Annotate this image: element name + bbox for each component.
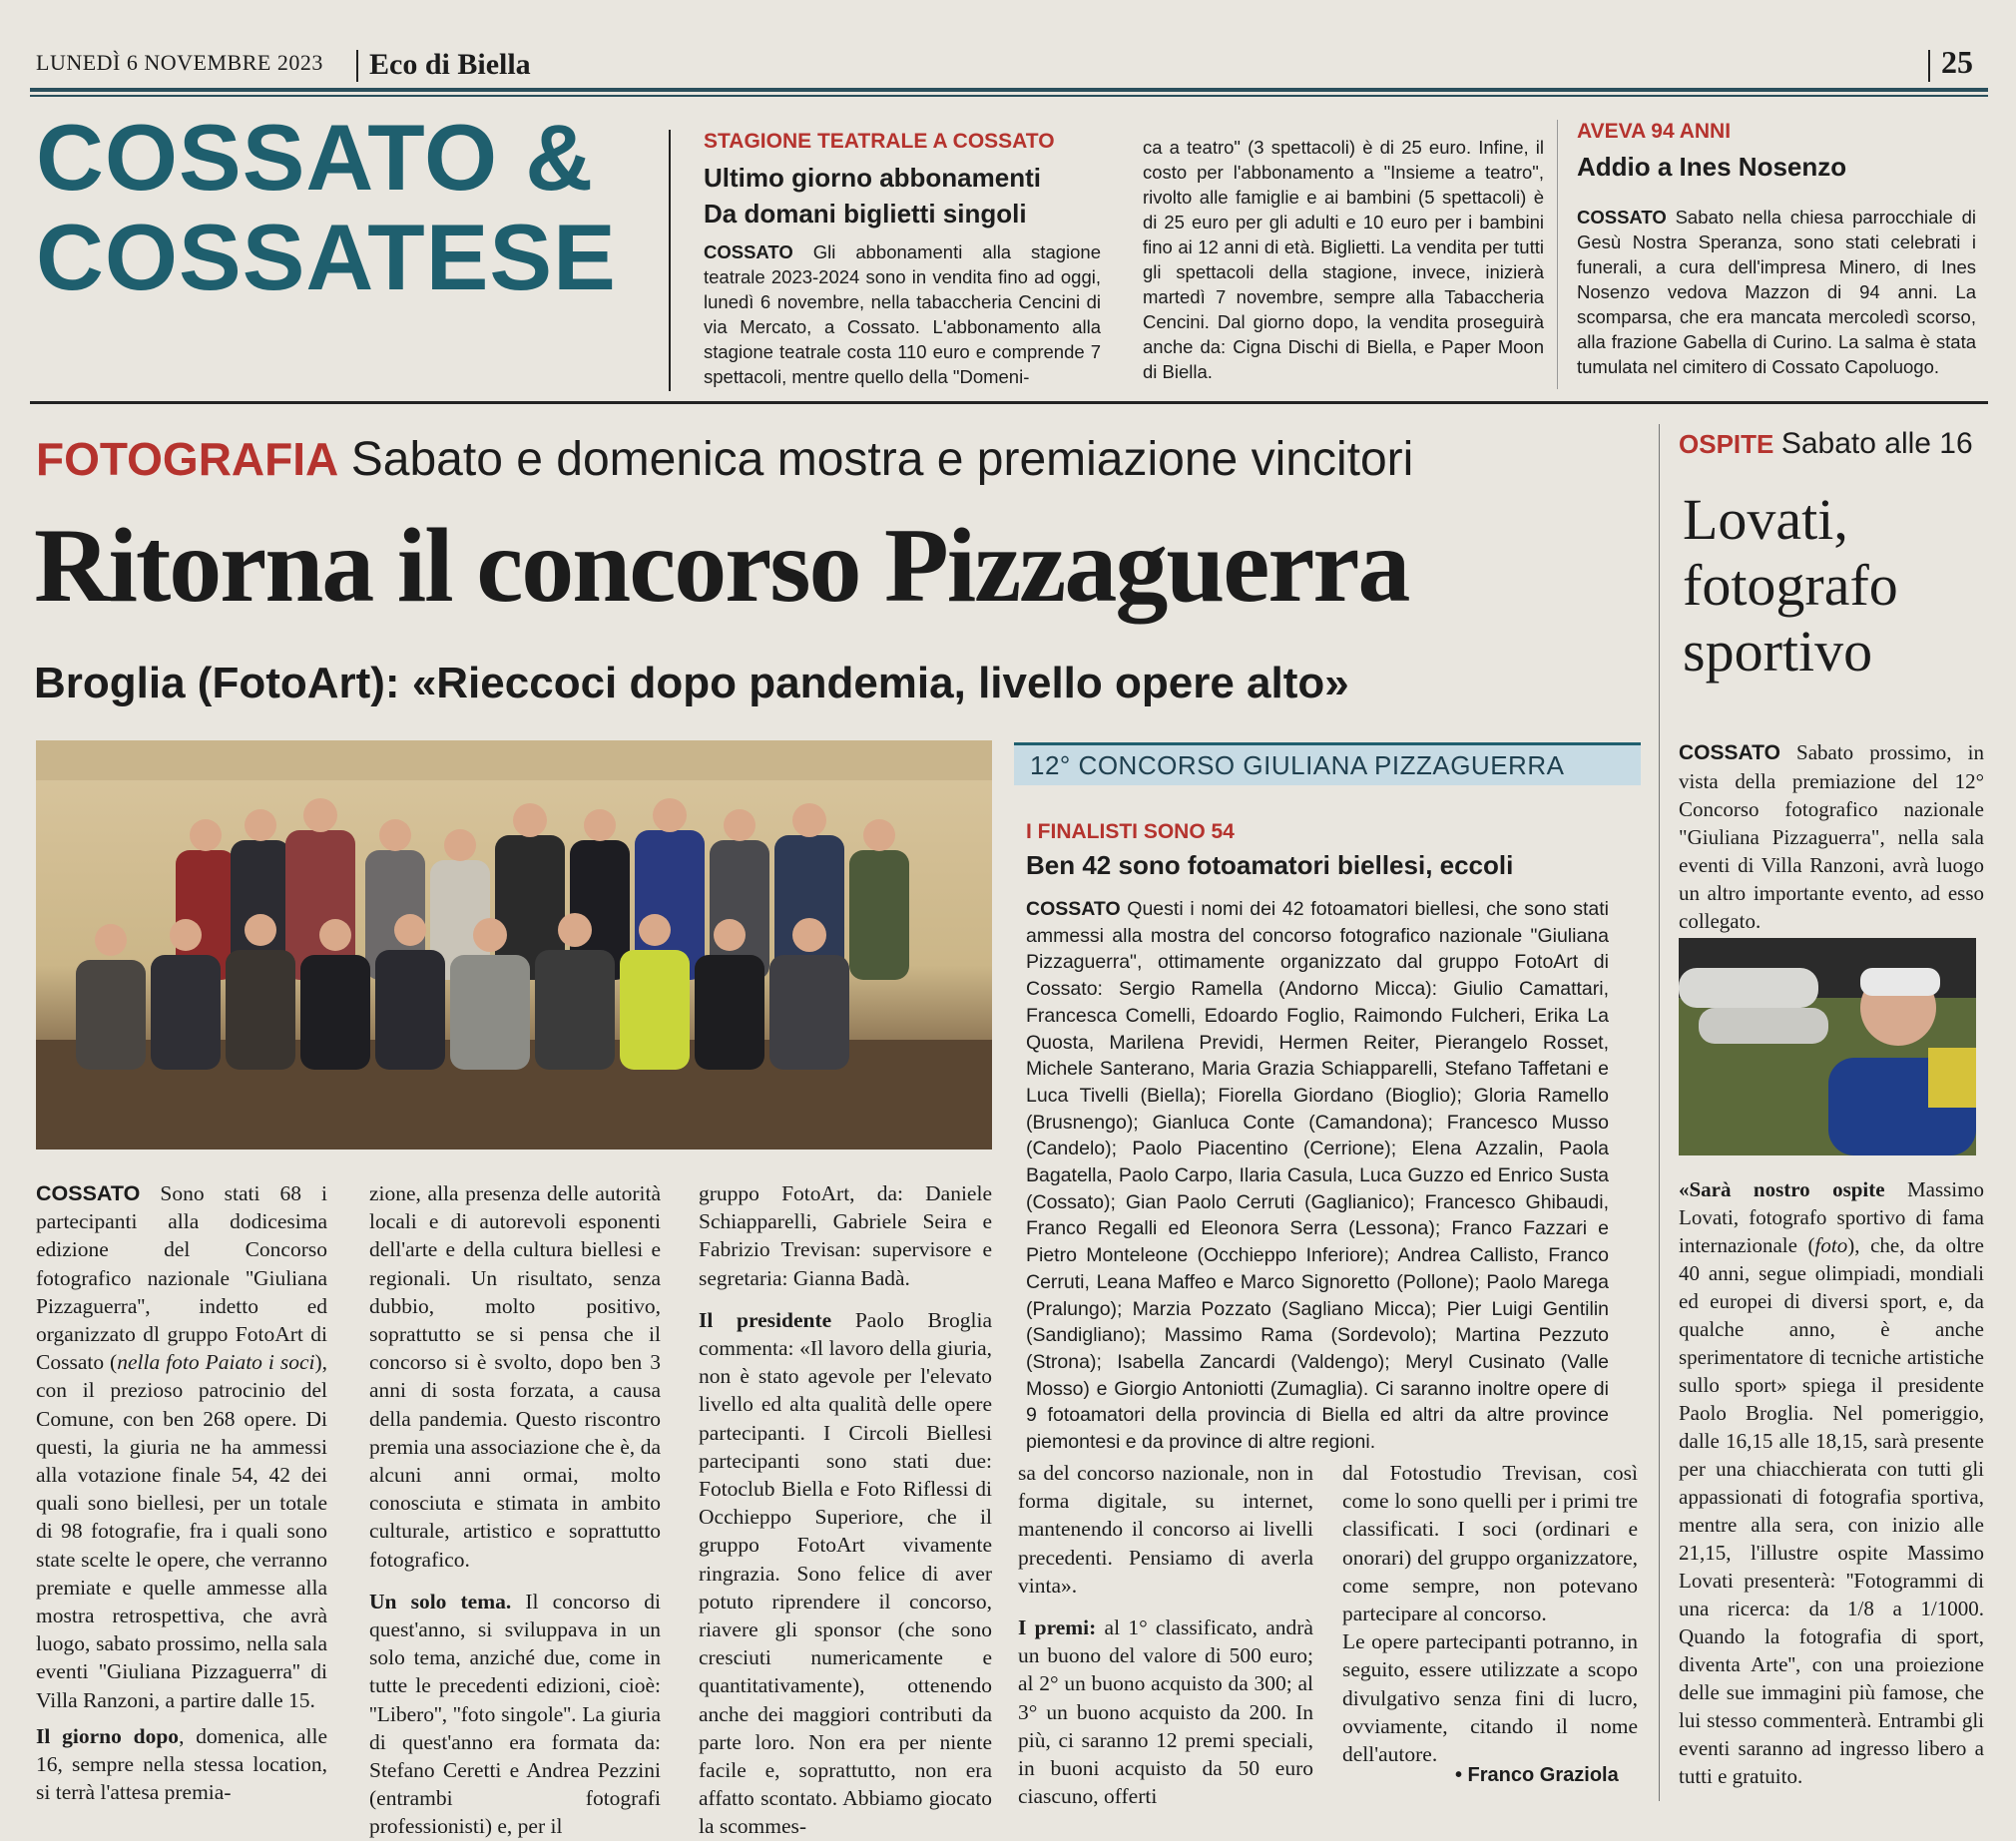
main-col4-lead: I premi: (1018, 1615, 1097, 1640)
finalists-place: COSSATO (1026, 898, 1121, 920)
main-col3-lead: Il presidente (699, 1307, 832, 1332)
page-number: 25 (1941, 44, 1973, 80)
main-col1-text-c: , domenica, alle 16, sempre nella stessa location, si terrà l'attesa premia- (36, 1723, 327, 1805)
main-article-col1 (36, 1179, 327, 1806)
theatre-text-1: Gli abbonamenti alla stagione teatrale 2023-2024 sono in vendita fino ad oggi, lunedì 6 novembre, nella tabaccheria Cencini di via Mercato, a Cossato. L'abbonamento alla stagione teatrale costa 110 euro e comprende 7 spettacoli, mentre quello della "Domeni- (704, 241, 1102, 387)
guest-intro-text: Sabato prossimo, in vista della premiazione del 12° Concorso fotografico nazionale "Giuliana Pizzaguerra", nella sala eventi di Villa Ranzoni, avrà luogo un altro importante evento, ad esso collegato. (1679, 740, 1985, 933)
main-col1-text-b: ), con il prezioso patrocinio del Comune, con ben 268 opere. Di questi, la giuria ne ha ammessi alla votazione finale 54, 42 dei quali sono biellesi, per un totale di 98 fotografie, fra i quali sono state scelte le opere, che verranno premiate e quelle ammesse alla mostra retrospettiva, che avrà luogo, sabato prossimo, nella sala eventi ''Giuliana Pizzaguerra'' di Villa Ranzoni, a partire dalle 15. (36, 1350, 328, 1712)
column-divider (1557, 120, 1558, 389)
guest-time: Sabato alle 16 (1780, 427, 1973, 460)
obituary-place: COSSATO (1577, 207, 1667, 228)
theatre-kicker: STAGIONE TEATRALE A COSSATO (704, 130, 1055, 153)
guest-place: COSSATO (1679, 741, 1780, 764)
main-article-col4 (1018, 1459, 1313, 1810)
section-rule (30, 401, 1988, 404)
guest-title-line2: fotografo (1683, 553, 1898, 618)
guest-text-a: Massimo Lovati, fotografo sportivo di fama internazionale ( (1679, 1177, 1984, 1257)
finalists-kicker: I FINALISTI SONO 54 (1026, 820, 1235, 843)
obituary-text: Sabato nella chiesa parrocchiale di Gesù Nostra Speranza, sono stati celebrati i funerali, a cura dell'impresa Minero, di Ines Nosenzo vedova Mazzon di 94 anni. La scomparsa, che era mancata mercoledì scorso, alla frazione Gabella di Curino. La salma è stata tumulata nel cimitero di Cossato Capoluogo. (1577, 207, 1977, 377)
main-col5-text-b: Le opere partecipanti potranno, in seguito, essere utilizzate a scopo divulgativo senza fini di lucro, ovviamente, citando il nome dell'autore. (1342, 1629, 1638, 1767)
obituary-kicker: AVEVA 94 ANNI (1577, 120, 1732, 143)
masthead-rule (30, 88, 1988, 92)
section-title (36, 105, 655, 309)
finalists-title: Ben 42 sono fotoamatori biellesi, eccoli (1026, 850, 1514, 880)
guest-intro (1679, 738, 1984, 935)
masthead-page-divider (1928, 50, 1930, 82)
sidebar-divider (1659, 424, 1660, 1801)
main-col4-text-b: al 1° classificato, andrà un buono del valore di 500 euro; al 2° un buono acquisto da 300; al 3° un buono acquisto da 200. In più, ci saranno 12 premi speciali, in buoni acquisto da 50 euro ciascuno, offerti (1018, 1615, 1313, 1809)
guest-text-b: ), che, da oltre 40 anni, segue olimpiadi, mondiali ed europei di diversi sport, e, da qualche anno, è anche sperimentatore di tecniche artistiche sullo sport» spiega il presidente Paolo Broglia. Nel pomeriggio, dalle 16,15 alle 18,15, sarà presente per una chiacchierata con tutti gli appassionati di fotografia sportiva, mentre alla sera, con inizio alle 21,15, l'illustre ospite Massimo Lovati presenterà: ''Fotogrammi di una ricerca: da 1/8 a 1/1000. Quando la fotografia di sport, diventa Arte'', con una proiezione delle sue immagini più famose, che lui stesso commenterà. Entrambi gli eventi saranno ad ingresso libero a tutti e gratuito. (1679, 1233, 1984, 1788)
group-photo-illustration (36, 740, 992, 1150)
obituary-body (1577, 205, 1976, 379)
theatre-title-line2: Da domani biglietti singoli (704, 199, 1027, 229)
finalists-text: Questi i nomi dei 42 fotoamatori biellesi, che sono stati ammessi alla mostra del concorso fotografico nazionale "Giuliana Pizzaguerra", ottimamente organizzato dal gruppo FotoArt di Cossato: Sergio Ramella (Andorno Micca): Giulio Camattari, Francesca Comelli, Edoardo Foglio, Raimondo Fulcheri, Erika La Quosta, Marilena Previdi, Hermen Reiter, Pierangelo Rosset, Michele Santerano, Maria Grazia Schiapparelli, Stefano Taffetani e Luca Tivelli (Biella); Fiorella Giordano (Bioglio); Gloria Ramello (Brusnengo); Gianluca Conte (Camandona); Francesco Musso (Candelo); Paolo Piacentino (Cerrione); Elena Azzalin, Paola Bagatella, Paolo Carpo, Ilaria Casula, Luca Guzzo ed Enrico Susta (Cossato); Gian Paolo Cerruti (Gaglianico); Francesco Ghibaudi, Franco Regalli ed Eleonora Serra (Lessona); Franco Fazzari e Pietro Monteleone (Occhieppo Inferiore); Andrea Callisto, Franco Cerruti, Leana Maffeo e Marco Signoretto (Pollone); Paolo Marega (Pralungo); Marzia Pozzato (Sagliano Micca); Pier Luigi Gentilin (Sandigliano); Massimo Rama (Sordevolo); Martina Pezzuto (Strona); Isabella Zancardi (Valdengo); Meryl Cusinato (Valle Mosso) e Giorgio Antoniotti (Zumaglia). Ci saranno inoltre opere di 9 fotoamatori della provincia di Biella ed altri da altre province piemontesi e da province di altre regioni. (1026, 898, 1609, 1454)
guest-kicker: OSPITE (1679, 429, 1774, 459)
main-col3-text-b: Paolo Broglia commenta: «Il lavoro della giuria, non è stato agevole per l'elevato livello ed alta qualità delle opere partecipanti. I Circoli Biellesi partecipanti sono stati due: Fotoclub Biella e Foto Riflessi di Occhieppo Superiore, che il gruppo FotoArt vivamente ringrazia. Sono felice di aver potuto riprendere il concorso, riavere gli sponsor (che sono cresciuti numericamente e quantitativamente), ottenendo anche dei maggiori contributi da parte loro. Non era per niente facile e, soprattutto, non era affatto scontato. Abbiamo giocato la scommes- (699, 1307, 992, 1839)
masthead-rule-thin (30, 95, 1988, 97)
main-subhead: Broglia (FotoArt): «Rieccoci dopo pandemia, livello opere alto» (34, 659, 1349, 707)
finalists-banner: 12° CONCORSO GIULIANA PIZZAGUERRA (1014, 742, 1641, 785)
guest-title-line3: sportivo (1683, 619, 1873, 684)
masthead-paper-name: Eco di Biella (369, 48, 531, 81)
guest-lead: «Sarà nostro ospite (1679, 1177, 1885, 1201)
guest-photo-illustration (1679, 938, 1976, 1155)
guest-photo (1679, 938, 1976, 1155)
main-col1-lead2: Il giorno dopo (36, 1723, 180, 1748)
theatre-body-col1 (704, 239, 1101, 389)
theatre-title-line1: Ultimo giorno abbonamenti (704, 163, 1041, 193)
guest-title (1683, 487, 1898, 685)
guest-body (1679, 1175, 1984, 1790)
main-kicker: FOTOGRAFIA (36, 433, 339, 485)
main-col3-text-a: gruppo FotoArt, da: Daniele Schiapparelli, Gabriele Seira e Fabrizio Trevisan: supervisore e segretaria: Gianna Badà. (699, 1181, 992, 1290)
main-headline: Ritorna il concorso Pizzaguerra (34, 507, 1409, 624)
masthead-date: LUNEDÌ 6 NOVEMBRE 2023 (36, 50, 323, 75)
theatre-body-col2: ca a teatro" (3 spettacoli) è di 25 euro. Infine, il costo per l'abbonamento a "Insieme a teatro", rivolto alle famiglie e ai bambini (5 spettacoli) è di 25 euro per gli adulti e 10 euro per i bambini fino ai 12 anni di età. Biglietti. La vendita per tutti gli spettacoli della stagione, invece, inizierà martedì 7 novembre, sempre alla Tabaccheria Cencini. Dal giorno dopo, la vendita proseguirà anche da: Cigna Dischi di Biella, e Paper Moon di Biella. (1143, 137, 1544, 382)
guest-overline (1679, 427, 1973, 461)
obituary-title: Addio a Ines Nosenzo (1577, 152, 1847, 182)
guest-title-line1: Lovati, (1683, 487, 1848, 552)
column-divider (669, 130, 671, 391)
byline: • Franco Graziola (1455, 1764, 1619, 1786)
group-photo (36, 740, 992, 1150)
theatre-place: COSSATO (704, 241, 793, 262)
section-title-line2: COSSATESE (36, 205, 617, 309)
main-col5-text-a: dal Fotostudio Trevisan, così come lo sono quelli per i primi tre classificati. I soci (ordinari e onorari) del gruppo organizzatore, come sempre, non potevano partecipare al concorso. (1342, 1461, 1638, 1626)
theatre-title (704, 160, 1041, 231)
main-col2-lead: Un solo tema. (369, 1589, 512, 1613)
main-place: COSSATO (36, 1181, 141, 1205)
main-col2-text-a: zione, alla presenza delle autorità locali e di autorevoli esponenti dell'arte e della cultura biellesi e regionali. Un risultato, senza dubbio, molto positivo, soprattutto se si pensa che il concorso si è svolto, dopo ben 3 anni di sosta forzata, a causa della pandemia. Questo riscontro premia una associazione che è, da alcuni anni ormai, molto conosciuta e stimata in ambito culturale, artistico e soprattutto fotografico. (369, 1181, 661, 1572)
main-col1-caption-ref: nella foto Paiato i soci (117, 1350, 315, 1375)
main-article-col3 (699, 1179, 992, 1841)
section-title-line1: COSSATO & (36, 105, 595, 210)
finalists-body (1026, 896, 1609, 1456)
main-col1-text-a: Sono stati 68 i partecipanti alla dodicesima edizione del Concorso fotografico nazionale ''Giuliana Pizzaguerra'', indetto ed organizzato dl gruppo FotoArt di Cossato ( (36, 1181, 328, 1375)
masthead-divider (356, 50, 358, 82)
main-article-col5 (1342, 1459, 1638, 1768)
main-overline (36, 429, 1673, 487)
main-article-col2 (369, 1179, 661, 1841)
main-overline-text: Sabato e domenica mostra e premiazione vincitori (350, 433, 1414, 486)
guest-text-italic: foto (1814, 1233, 1848, 1257)
main-col4-text-a: sa del concorso nazionale, non in forma digitale, su internet, mantenendo il concorso ai livelli precedenti. Pensiamo di averla vinta». (1018, 1461, 1313, 1598)
main-col2-text-b: Il concorso di quest'anno, si sviluppava in un solo tema, anziché due, come in tutte le precedenti edizioni, cioè: ''Libero'', ''foto singole''. La giuria di quest'anno era formata da: Stefano Ceretti e Andrea Pezzini (entrambi fotografi professionisti) e, per il (369, 1589, 661, 1839)
